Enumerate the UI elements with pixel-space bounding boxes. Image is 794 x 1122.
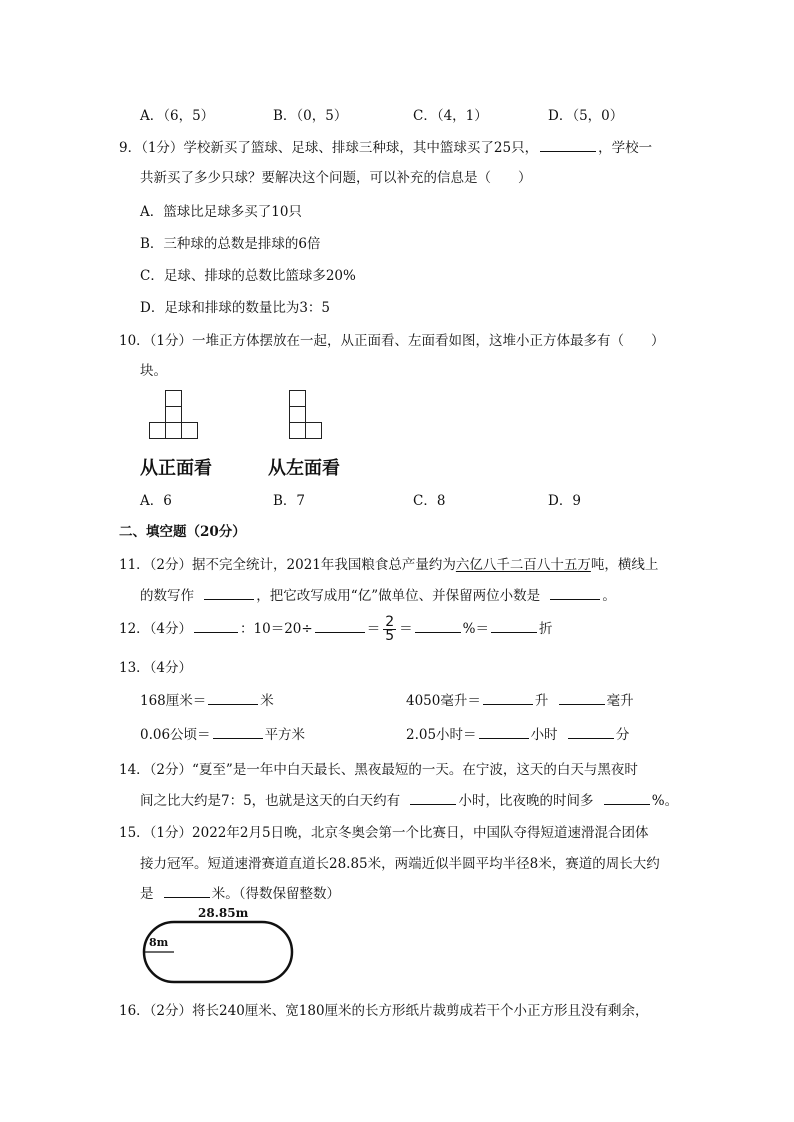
track-length-label: 28.85m [198,906,249,920]
q12-part4: %＝ [462,621,489,637]
q15-text-a: 是 [140,886,154,902]
q11-text-e: 。 [602,588,616,604]
q10-line2: 块。 [140,363,167,379]
front-cube [149,422,166,439]
q12-part3: ＝ [399,621,413,637]
q11-underlined-number: 六亿八千二百八十五万 [455,557,591,573]
q12-fraction [383,616,396,643]
q12-blank-1 [194,618,238,633]
q13-title: 13．（4分） [119,660,193,676]
q13-item-a [140,689,274,709]
q13-b-blank-2 [559,690,605,705]
q9-text-a: 9．（1分）学校新买了篮球、足球、排球三种球，其中篮球买了25只， [119,140,539,156]
q10-front-label: 从正面看 [140,458,212,479]
q8-option-b: B．（0，5） [273,108,348,124]
q12-part2: ＝ [366,621,381,637]
q12-blank-2 [315,618,365,633]
q12-blank-4 [491,618,537,633]
q15-text-b: 米。（得数保留整数） [211,886,341,902]
q8-option-d: D．（5，0） [548,108,624,124]
q11-text-b: 吨，横线上 [590,557,659,573]
q13-item-b [406,689,634,709]
q13-d-text2: 小时 [530,727,558,743]
track-radius-label: 8m [149,936,169,949]
q8-option-c: C．（4，1） [413,108,488,124]
q15-blank [164,883,210,898]
front-cube [181,422,198,439]
front-cube [165,406,182,423]
left-cube [289,422,306,439]
section-2-title: 二、填空题（20分） [119,524,246,540]
q10-left-view-figure [268,384,388,480]
front-cube [165,390,182,407]
q12-part1: ：10＝20÷ [240,621,313,637]
q13-item-c [140,723,305,743]
q11-text-c: 的数写作 [140,588,194,604]
q13-d-blank-2 [568,724,614,739]
q8-option-a: A．（6，5） [140,108,215,124]
q16-line1: 16．（2分）将长240厘米、宽180厘米的长方形纸片裁剪成若干个小正方形且没有剩余， [119,1003,649,1019]
q13-item-d [406,723,629,743]
left-cube [289,406,306,423]
left-cube [305,422,322,439]
q9-option-b: B．三种球的总数是排球的6倍 [140,236,321,252]
q10-option-c: C．8 [413,493,446,509]
q10-options [140,489,700,507]
q13-c-text2: 平方米 [264,727,306,743]
q10-left-label: 从左面看 [268,458,340,479]
q14-line2 [140,789,678,809]
q9-option-c: C．足球、排球的总数比篮球多20% [140,268,356,284]
q11-text-d: ，把它改写成用“亿”做单位、并保留两位小数是 [256,588,541,604]
q13-b-blank-1 [483,690,533,705]
q11-text-a: 11．（2分）据不完全统计，2021年我国粮食总产量约为 [119,557,456,573]
q13-a-text2: 米 [260,693,274,709]
q13-b-text2: 升 [534,693,549,709]
q14-blank-1 [410,790,456,805]
front-cube [165,422,182,439]
q11-line2 [140,584,616,604]
q15-line2: 接力冠军。短道速滑赛道直道长28.85米，两端近似半圆平均半径8米，赛道的周长大约 [140,856,660,872]
q10-option-a: A．6 [140,493,172,509]
q15-line1: 15．（1分）2022年2月5日晚，北京冬奥会第一个比赛日，中国队夺得短道速滑混合团体 [119,825,649,841]
q12-frac-num: 2 [385,614,395,630]
q10-line1: 10．（1分）一堆正方体摆放在一起，从正面看、左面看如图，这堆小正方体最多有（ ） [119,333,665,349]
q13-b-text3: 毫升 [606,693,634,709]
q14-line1: 14．（2分）“夏至”是一年中白天最长、黑夜最短的一天。在宁波，这天的白天与黑夜时 [119,762,638,778]
q14-blank-2 [604,790,650,805]
q11-blank-1 [204,585,254,600]
q13-c-text1: 0.06公顷＝ [140,727,211,743]
q13-d-text1: 2.05小时＝ [406,727,477,743]
q13-c-blank [213,724,263,739]
q9-line2: 共新买了多少只球？要解决这个问题，可以补充的信息是（ ） [140,170,532,186]
q13-b-text1: 4050毫升＝ [406,693,481,709]
q10-front-view-figure [140,384,260,480]
q12-blank-3 [415,618,461,633]
q15-line3 [140,882,340,902]
q14-text-b: 小时，比夜晚的时间多 [458,793,594,809]
q9-line1 [119,136,652,156]
q12-prefix: 12．（4分） [119,621,193,637]
q9-blank [540,137,596,152]
q15-track-figure [140,906,300,986]
q13-d-text3: 分 [615,727,630,743]
q10-option-b: B．7 [273,493,306,509]
q8-options [140,104,700,122]
q10-option-d: D．9 [548,493,581,509]
q13-d-blank-1 [479,724,529,739]
q12-frac-den: 5 [385,628,395,644]
q12-part5: 折 [538,621,553,637]
q12-line [119,614,552,644]
q9-option-a: A．篮球比足球多买了10只 [140,204,302,220]
q11-line1 [119,553,658,573]
q14-text-c: %。 [651,793,679,809]
q11-blank-2 [550,585,600,600]
q9-text-b: ，学校一 [598,140,653,156]
q13-a-text1: 168厘米＝ [140,693,207,709]
left-cube [289,390,306,407]
q9-option-d: D．足球和排球的数量比为3：5 [140,300,331,316]
q13-a-blank [208,690,258,705]
q14-text-a: 间之比大约是7：5，也就是这天的白天约有 [140,793,401,809]
